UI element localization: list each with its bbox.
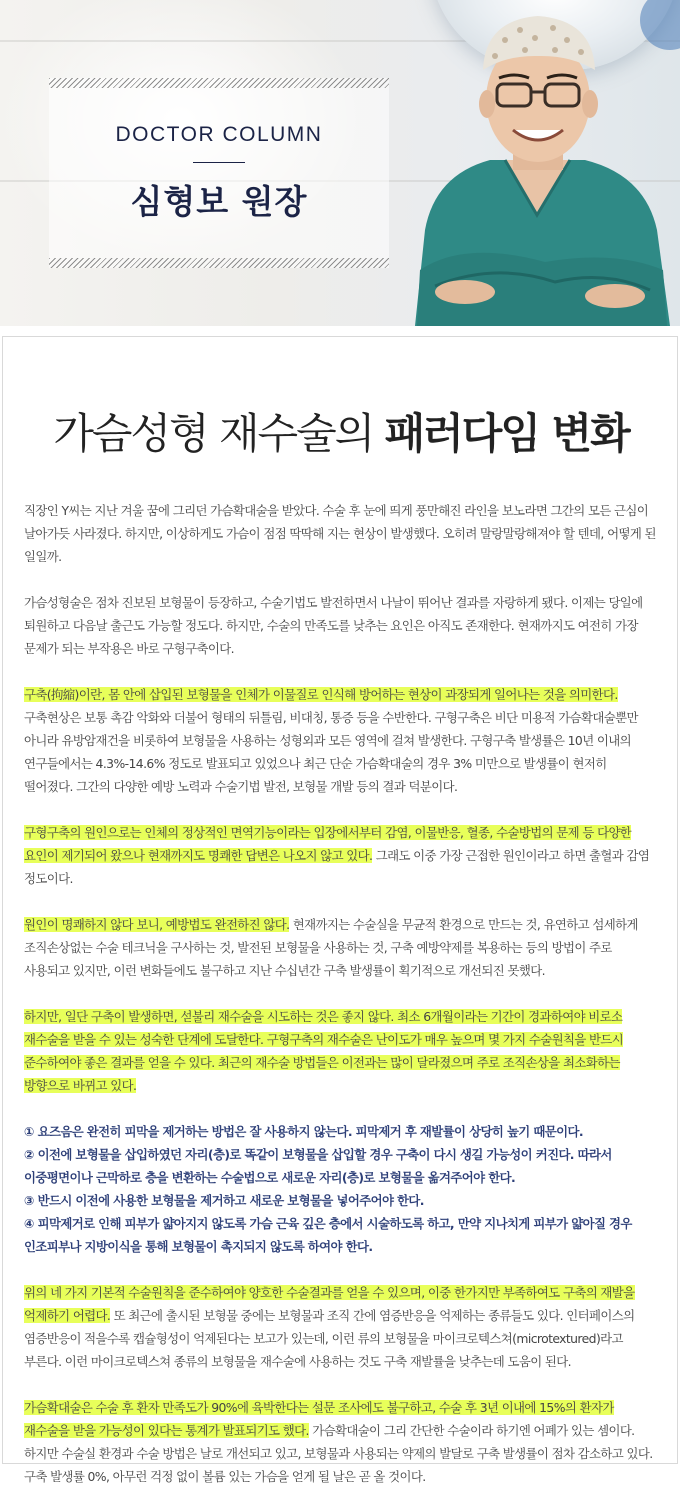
paragraph-text: 그래도 이중 가장 근접한 원인이라고 하면 출혈과 감염 정도이다. xyxy=(24,848,650,886)
doctor-name: 심형보 원장 xyxy=(130,182,308,221)
highlight: 하지만, 일단 구축이 발생하면, 섣불리 재수술을 시도하는 것은 좋지 않다. 최소 6개월이라는 기간이 경과하여야 비로소 재수술을 받을 수 있는 성숙한 단계에 도달한다. 구형구축의 재수술은 난이도가 매우 높으며 몇 가지 수술원칙을 반드시 준수하여야 좋은 결과를 얻을 수 있다. 최근의 재수술 방법들은 이전과는 많이 달라졌으며 주로 조직손상을 최소화하는 방향으로 바뀌고 있다. xyxy=(24,1009,624,1093)
column-label: DOCTOR COLUMN xyxy=(115,123,323,146)
article-title xyxy=(3,401,679,461)
principle-item: ③ 반드시 이전에 사용한 보형물을 제거하고 새로운 보형물을 넣어주어야 한다. xyxy=(24,1193,424,1208)
highlight: 원인이 명쾌하지 않다 보니, 예방법도 완전하진 않다. xyxy=(24,917,290,932)
paragraph-4 xyxy=(24,821,658,890)
principle-item: ④ 피막제거로 인해 피부가 얇아지지 않도록 가슴 근육 깊은 층에서 시술하도록 하고, 만약 지나치게 피부가 얇아질 경우 인조피부나 지방이식을 통해 보형물이 촉지되지 않도록 하여야 한다. xyxy=(24,1216,632,1254)
paragraph-3 xyxy=(24,683,658,798)
paragraph-5 xyxy=(24,913,658,982)
highlight: 위의 네 가지 기본적 수술원칙을 준수하여야 양호한 수술결과를 얻을 수 있으며, 이중 한가지만 부족하여도 구축의 재발을 억제하기 어렵다. xyxy=(24,1285,635,1323)
paragraph-text: 현재까지는 수술실을 무균적 환경으로 만드는 것, 유연하고 섬세하게 조직손상없는 수술 테크닉을 구사하는 것, 발전된 보형물을 사용하는 것, 구축 예방약제를 복용하는 등의 방법이 주로 사용되고 있지만, 이런 변화들에도 불구하고 지난 수십년간 구축 발생률이 획기적으로 개선되진 못했다. xyxy=(24,917,638,978)
paragraph-8 xyxy=(24,1396,658,1488)
hero-banner xyxy=(0,0,680,326)
surgical-principles-list xyxy=(24,1120,658,1258)
principle-item: ① 요즈음은 완전히 피막을 제거하는 방법은 잘 사용하지 않는다. 피막제거 후 재발률이 상당히 높기 때문이다. xyxy=(24,1124,583,1139)
highlight: 구축(拘縮)이란, 몸 안에 삽입된 보형물을 인체가 이물질로 인식해 방어하는 현상이 과장되게 일어나는 것을 의미한다. xyxy=(24,687,618,702)
highlight: 가슴확대술은 수술 후 환자 만족도가 90%에 육박한다는 설문 조사에도 불구하고, 수술 후 3년 이내에 15%의 환자가 재수술을 받을 가능성이 있다는 통계가 발표되기도 했다. xyxy=(24,1400,614,1438)
hatch-divider-bottom xyxy=(49,258,389,268)
paragraph-6 xyxy=(24,1005,658,1097)
paragraph-text: 구축현상은 보통 촉감 악화와 더불어 형태의 뒤틀림, 비대칭, 통증 등을 수반한다. 구형구축은 비단 미용적 가슴확대술뿐만 아니라 유방암재건을 비롯하여 보형물을 사용하는 성형외과 모든 영역에 걸쳐 발생한다. 구형구축 발생률은 10년 이내의 연구들에서는 4.3%-14.6% 정도로 발표되고 있었으나 최근 단순 가슴확대술의 경우 3% 미만으로 발생률이 현저히 떨어졌다. 그간의 다양한 예방 노력과 수술기법 발전, 보형물 개발 등의 결과 덕분이다. xyxy=(24,710,638,794)
title-light: 가슴성형 재수술의 xyxy=(53,409,385,458)
hatch-divider-top xyxy=(49,78,389,88)
paragraph-text: 가슴확대술이 그리 간단한 수술이라 하기엔 어폐가 있는 셈이다. 하지만 수술실 환경과 수술 방법은 날로 개선되고 있고, 보형물과 사용되는 약제의 발달로 구축 발생률이 점차 감소하고 있다. 구축 발생률 0%, 아무런 걱정 없이 볼륨 있는 가슴을 얻게 될 날은 곧 올 것이다. xyxy=(24,1423,653,1484)
article-body xyxy=(24,499,658,1511)
paragraph-text: 또 최근에 출시된 보형물 중에는 보형물과 조직 간에 염증반응을 억제하는 종류들도 있다. 인터페이스의 염증반응이 적을수록 캡슐형성이 억제된다는 보고가 있는데, 이런 류의 보형물을 마이크로텍스쳐(microtextured)라고 부른다. 이런 마이크로텍스쳐 종류의 보형물을 재수술에 사용하는 것도 구축 재발률을 낮추는데 도움이 된다. xyxy=(24,1308,635,1369)
article xyxy=(2,336,678,1484)
title-rule xyxy=(193,162,245,163)
principle-item: ② 이전에 보형물을 삽입하였던 자리(층)로 똑같이 보형물을 삽입할 경우 구축이 다시 생길 가능성이 커진다. 따라서 이중평면이나 근막하로 층을 변환하는 수술법으로 새로운 자리(층)로 보형물을 옮겨주어야 한다. xyxy=(24,1147,612,1185)
paragraph-1: 직장인 Y씨는 지난 겨울 꿈에 그리던 가슴확대술을 받았다. 수술 후 눈에 띄게 풍만해진 라인을 보노라면 그간의 모든 근심이 날아가듯 사라졌다. 하지만, 이상하게도 가슴이 점점 딱딱해 지는 현상이 발생했다. 오히려 말랑말랑해져야 할 텐데, 어떻게 된 일일까. xyxy=(24,503,656,564)
paragraph-2: 가슴성형술은 점차 진보된 보형물이 등장하고, 수술기법도 발전하면서 나날이 뛰어난 결과를 자랑하게 됐다. 이제는 당일에 퇴원하고 다음날 출근도 가능할 정도다. 하지만, 수술의 만족도를 낮추는 요인은 아직도 존재한다. 현재까지도 여전히 가장 문제가 되는 부작용은 바로 구형구축이다. xyxy=(24,595,643,656)
doctor-photo xyxy=(395,0,680,326)
title-bold: 패러다임 변화 xyxy=(384,409,629,458)
paragraph-7 xyxy=(24,1281,658,1373)
column-title-box xyxy=(49,78,389,268)
highlight: 구형구축의 원인으로는 인체의 정상적인 면역기능이라는 입장에서부터 감염, 이물반응, 혈종, 수술방법의 문제 등 다양한 요인이 제기되어 왔으나 현재까지도 명쾌한 답변은 나오지 않고 있다. xyxy=(24,825,632,863)
